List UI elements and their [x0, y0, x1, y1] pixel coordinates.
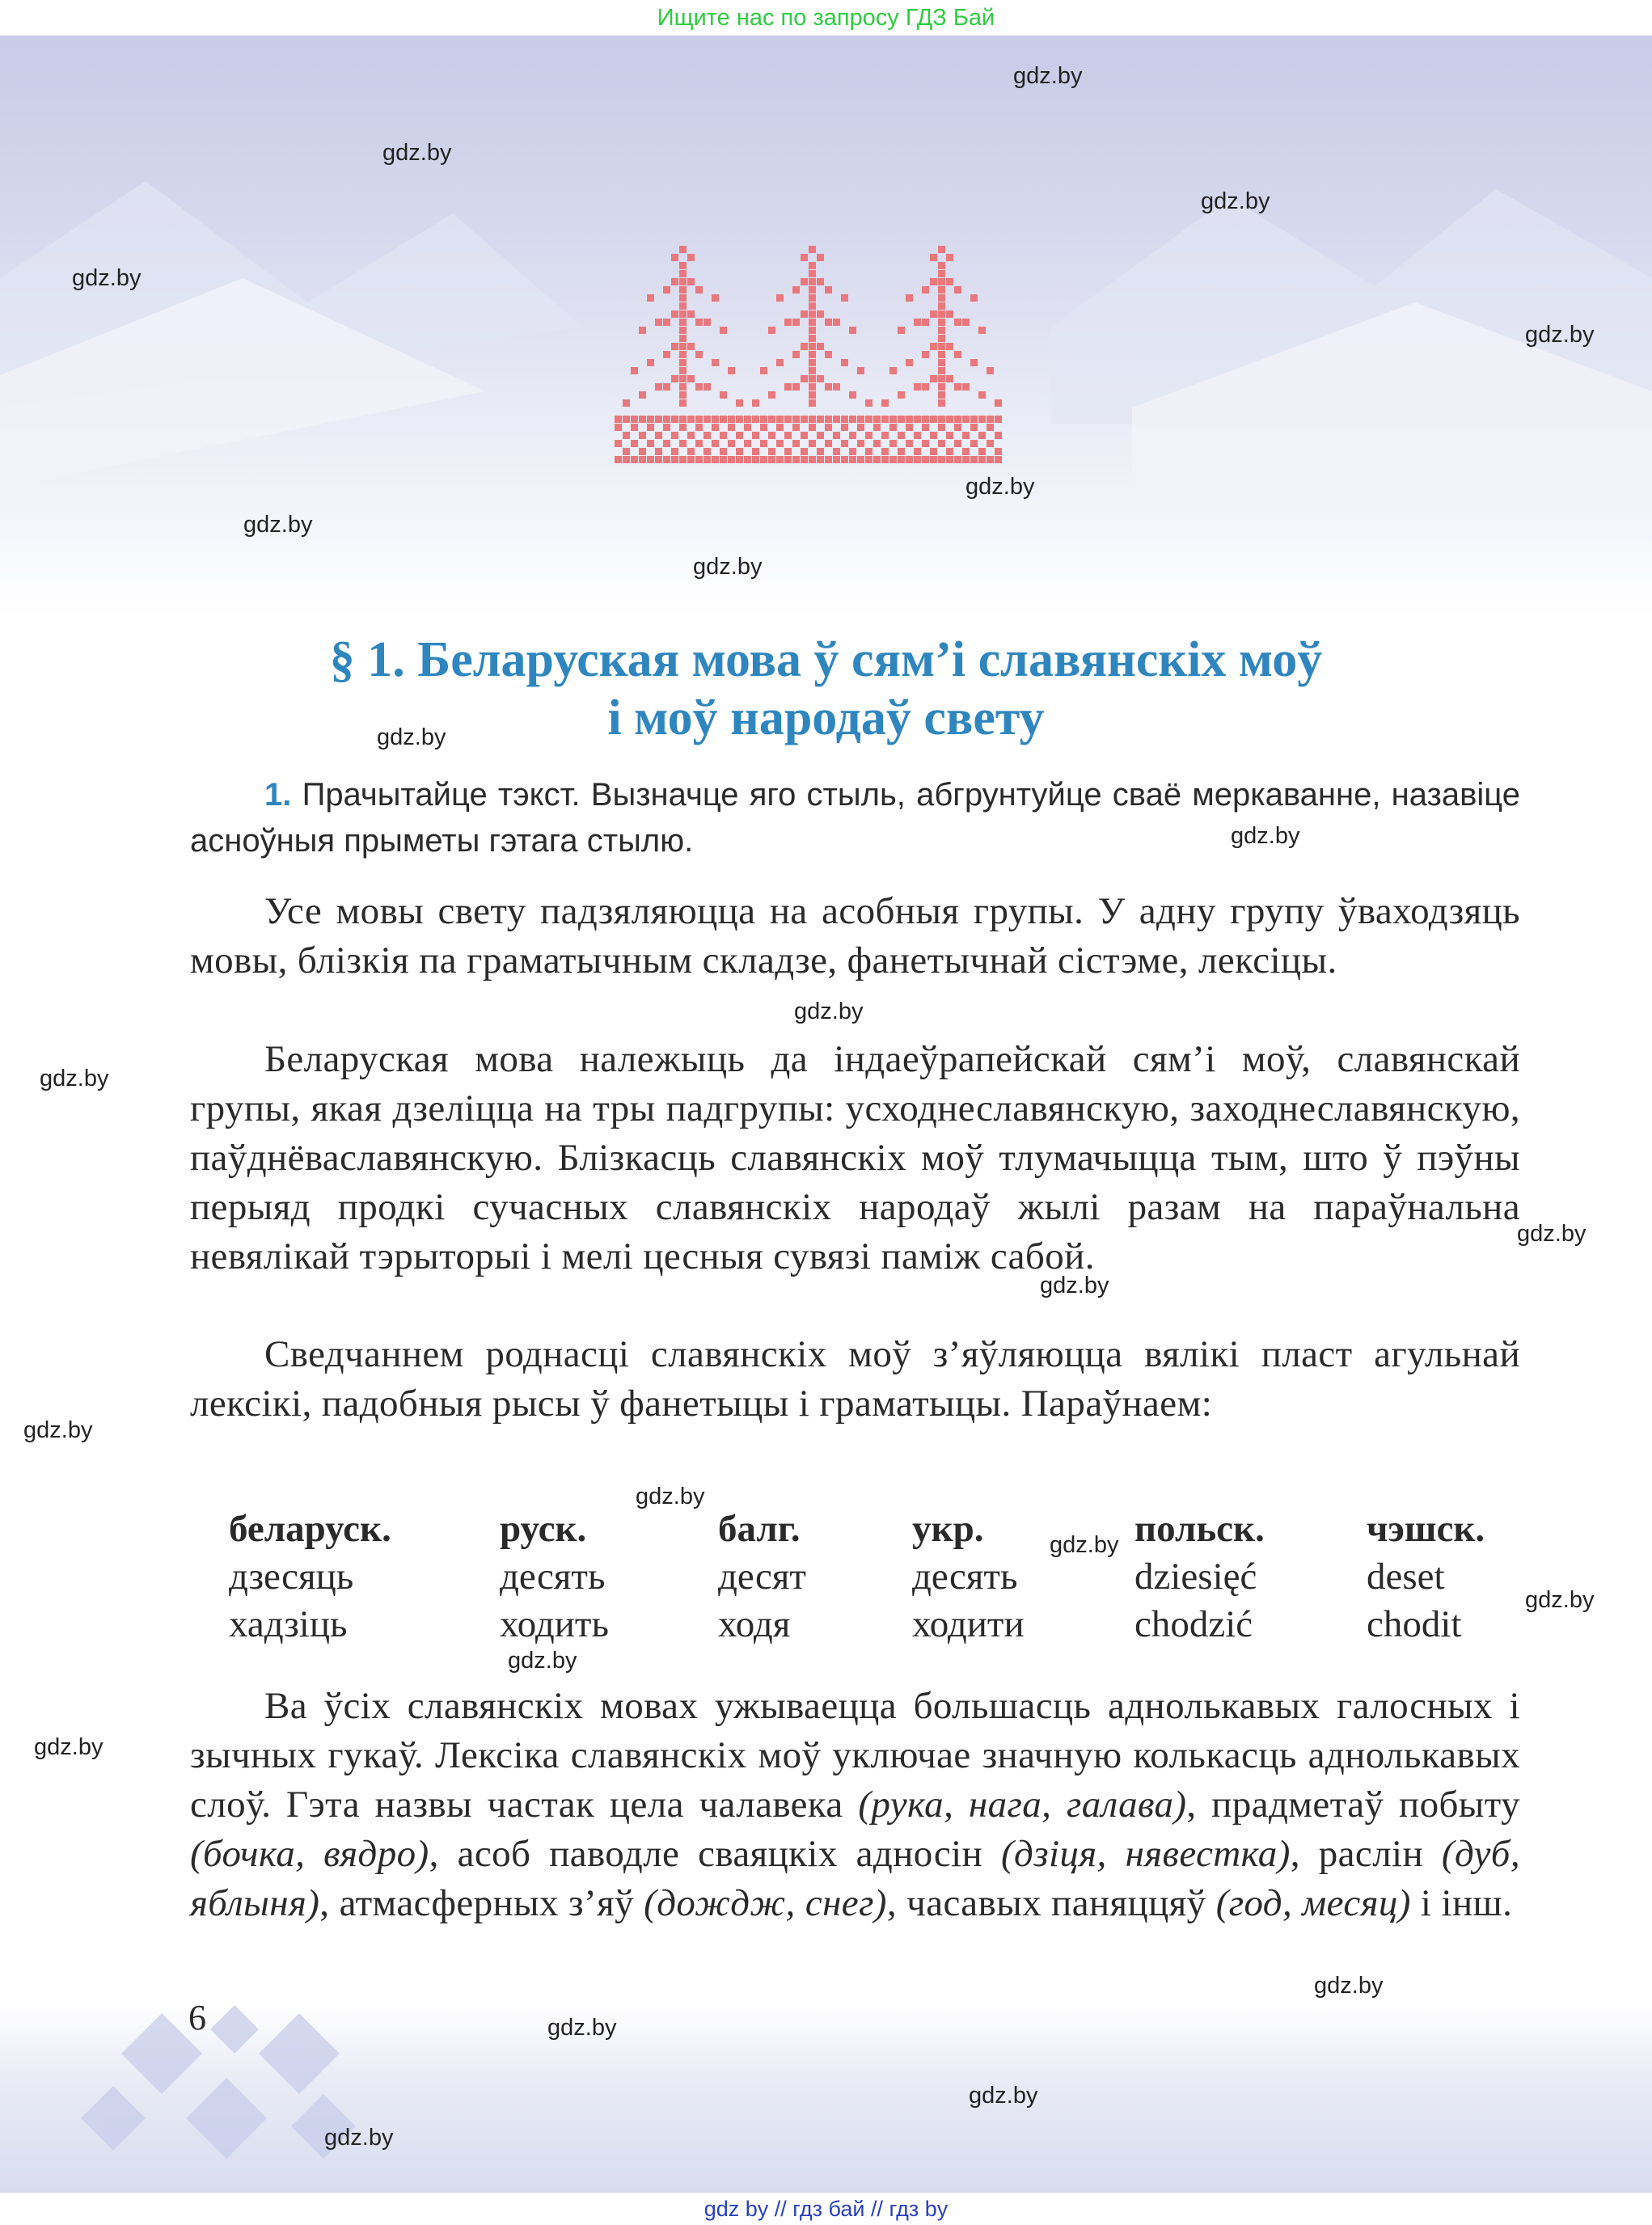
watermark: gdz.by	[72, 265, 142, 291]
watermark: gdz.by	[1525, 1587, 1595, 1613]
watermark: gdz.by	[243, 512, 313, 538]
watermark: gdz.by	[40, 1066, 109, 1091]
watermark: gdz.by	[508, 1648, 577, 1674]
paragraph-text: Усе мовы свету падзяляюцца на асобныя групы. У адну групу ўваходзяць мовы, блізкія па граматычным складзе, фанетычнай сістэме, лексіцы.	[190, 890, 1520, 982]
table-header-row	[229, 1505, 1539, 1553]
table-cell: хадзіць	[229, 1603, 348, 1645]
example-words: (год, месяц)	[1215, 1882, 1411, 1924]
paragraph-text: і інш.	[1410, 1882, 1513, 1924]
watermark: gdz.by	[794, 999, 864, 1024]
example-words: (дождж, снег)	[644, 1882, 887, 1924]
paragraph-text: Ва ўсіх славянскіх мовах ужываецца большасць аднолькавых галосных і зычных гукаў. Лексіка славянскіх моў уключае значную колькасць аднолькавых слоў. Гэта назвы частак цела чалавека	[190, 1685, 1520, 1826]
diamond-decoration	[0, 2005, 1652, 2193]
watermark: gdz.by	[965, 474, 1035, 500]
section-title-line2: і моў народаў свету	[607, 690, 1045, 745]
paragraph	[190, 1330, 1520, 1429]
section-title	[0, 631, 1652, 747]
table-cell: ходити	[912, 1603, 1025, 1645]
table-row	[229, 1601, 1539, 1649]
paragraph	[190, 887, 1520, 986]
watermark: gdz.by	[1050, 1532, 1119, 1558]
table-cell: дзесяць	[229, 1556, 354, 1598]
task-number: 1.	[264, 777, 292, 813]
table-cell: десять	[912, 1556, 1018, 1598]
watermark: gdz.by	[693, 554, 763, 580]
table-cell: ходить	[500, 1603, 609, 1645]
watermark: gdz.by	[1517, 1221, 1587, 1247]
example-words: (рука, нага, галава)	[858, 1784, 1187, 1826]
task-instruction	[190, 772, 1520, 864]
paragraph-text: , часавых паняццяў	[886, 1882, 1216, 1924]
table-header-cell: чэшск.	[1367, 1508, 1485, 1550]
paragraph-text: , атмасферных з’яў	[319, 1882, 644, 1924]
table-cell: chodzić	[1134, 1603, 1253, 1645]
table-cell: dziesięć	[1134, 1556, 1257, 1598]
paragraph-text: , асоб паводле сваяцкіх адносін	[429, 1833, 1001, 1875]
table-cell: deset	[1367, 1556, 1445, 1598]
footer-background	[0, 2005, 1652, 2193]
paragraph	[190, 1035, 1520, 1281]
watermark: gdz.by	[636, 1484, 705, 1509]
watermark: gdz.by	[547, 2015, 617, 2041]
watermark: gdz.by	[1013, 63, 1083, 89]
table-header-cell: руск.	[500, 1508, 587, 1550]
watermark: gdz.by	[34, 1734, 104, 1760]
page-number: 6	[188, 1998, 206, 2037]
watermark: gdz.by	[1231, 823, 1300, 849]
paragraph-text: Сведчаннем роднасці славянскіх моў з’яўляюцца вялікі пласт агульнай лексікі, падобныя рысы ў фанетыцы і граматыцы. Параўнаем:	[190, 1333, 1520, 1425]
example-words: (дзіця, нявестка)	[1000, 1833, 1291, 1875]
watermark: gdz.by	[382, 140, 452, 166]
table-row	[229, 1553, 1539, 1601]
watermark: gdz.by	[1040, 1273, 1109, 1298]
section-title-line1: § 1. Беларуская мова ў сям’і славянскіх моў	[329, 632, 1323, 687]
example-words: (дуб, яблыня)	[190, 1833, 1520, 1924]
watermark: gdz.by	[377, 724, 446, 750]
watermark: gdz.by	[1201, 188, 1270, 214]
watermark: gdz.by	[23, 1417, 93, 1443]
watermark: gdz.by	[324, 2125, 394, 2151]
footer-links[interactable]: gdz by // гдз бай // гдз by	[0, 2193, 1652, 2225]
table-header-cell: балг.	[718, 1508, 801, 1550]
top-banner[interactable]: Ищите нас по запросу ГДЗ Бай	[0, 0, 1652, 36]
paragraph-text: , раслін	[1290, 1833, 1442, 1875]
comparison-table	[229, 1505, 1539, 1649]
table-header-cell: польск.	[1134, 1508, 1265, 1550]
watermark: gdz.by	[969, 2083, 1038, 2109]
table-cell: десять	[500, 1556, 606, 1598]
table-cell: chodit	[1367, 1603, 1462, 1645]
table-header-cell: беларуск.	[229, 1508, 391, 1550]
embroidery-ornament-icon	[615, 246, 1003, 464]
example-words: (бочка, вядро)	[190, 1833, 429, 1875]
task-text: Прачытайце тэкст. Вызначце яго стыль, абгрунтуйце сваё меркаванне, назавіце асноўныя прыметы гэтага стылю.	[190, 777, 1520, 859]
table-header-cell: укр.	[912, 1508, 984, 1550]
paragraph-text: , прадметаў побыту	[1186, 1784, 1520, 1826]
paragraph	[190, 1682, 1520, 1928]
table-cell: ходя	[718, 1603, 791, 1645]
table-cell: десят	[718, 1556, 806, 1598]
watermark: gdz.by	[1525, 322, 1595, 348]
watermark: gdz.by	[1314, 1973, 1384, 1999]
paragraph-text: Беларуская мова належыць да індаеўрапейскай сям’і моў, славянскай групы, якая дзеліцца на тры падгрупы: усходнеславянскую, заходнеславянскую, паўднёваславянскую. Блізкасць славянскіх моў тлумачыцца тым, што ў пэўны перыяд продкі сучасных славянскіх народаў жылі разам на параўнальна невялікай тэрыторыі і мелі цесныя сувязі паміж сабой.	[190, 1038, 1520, 1277]
